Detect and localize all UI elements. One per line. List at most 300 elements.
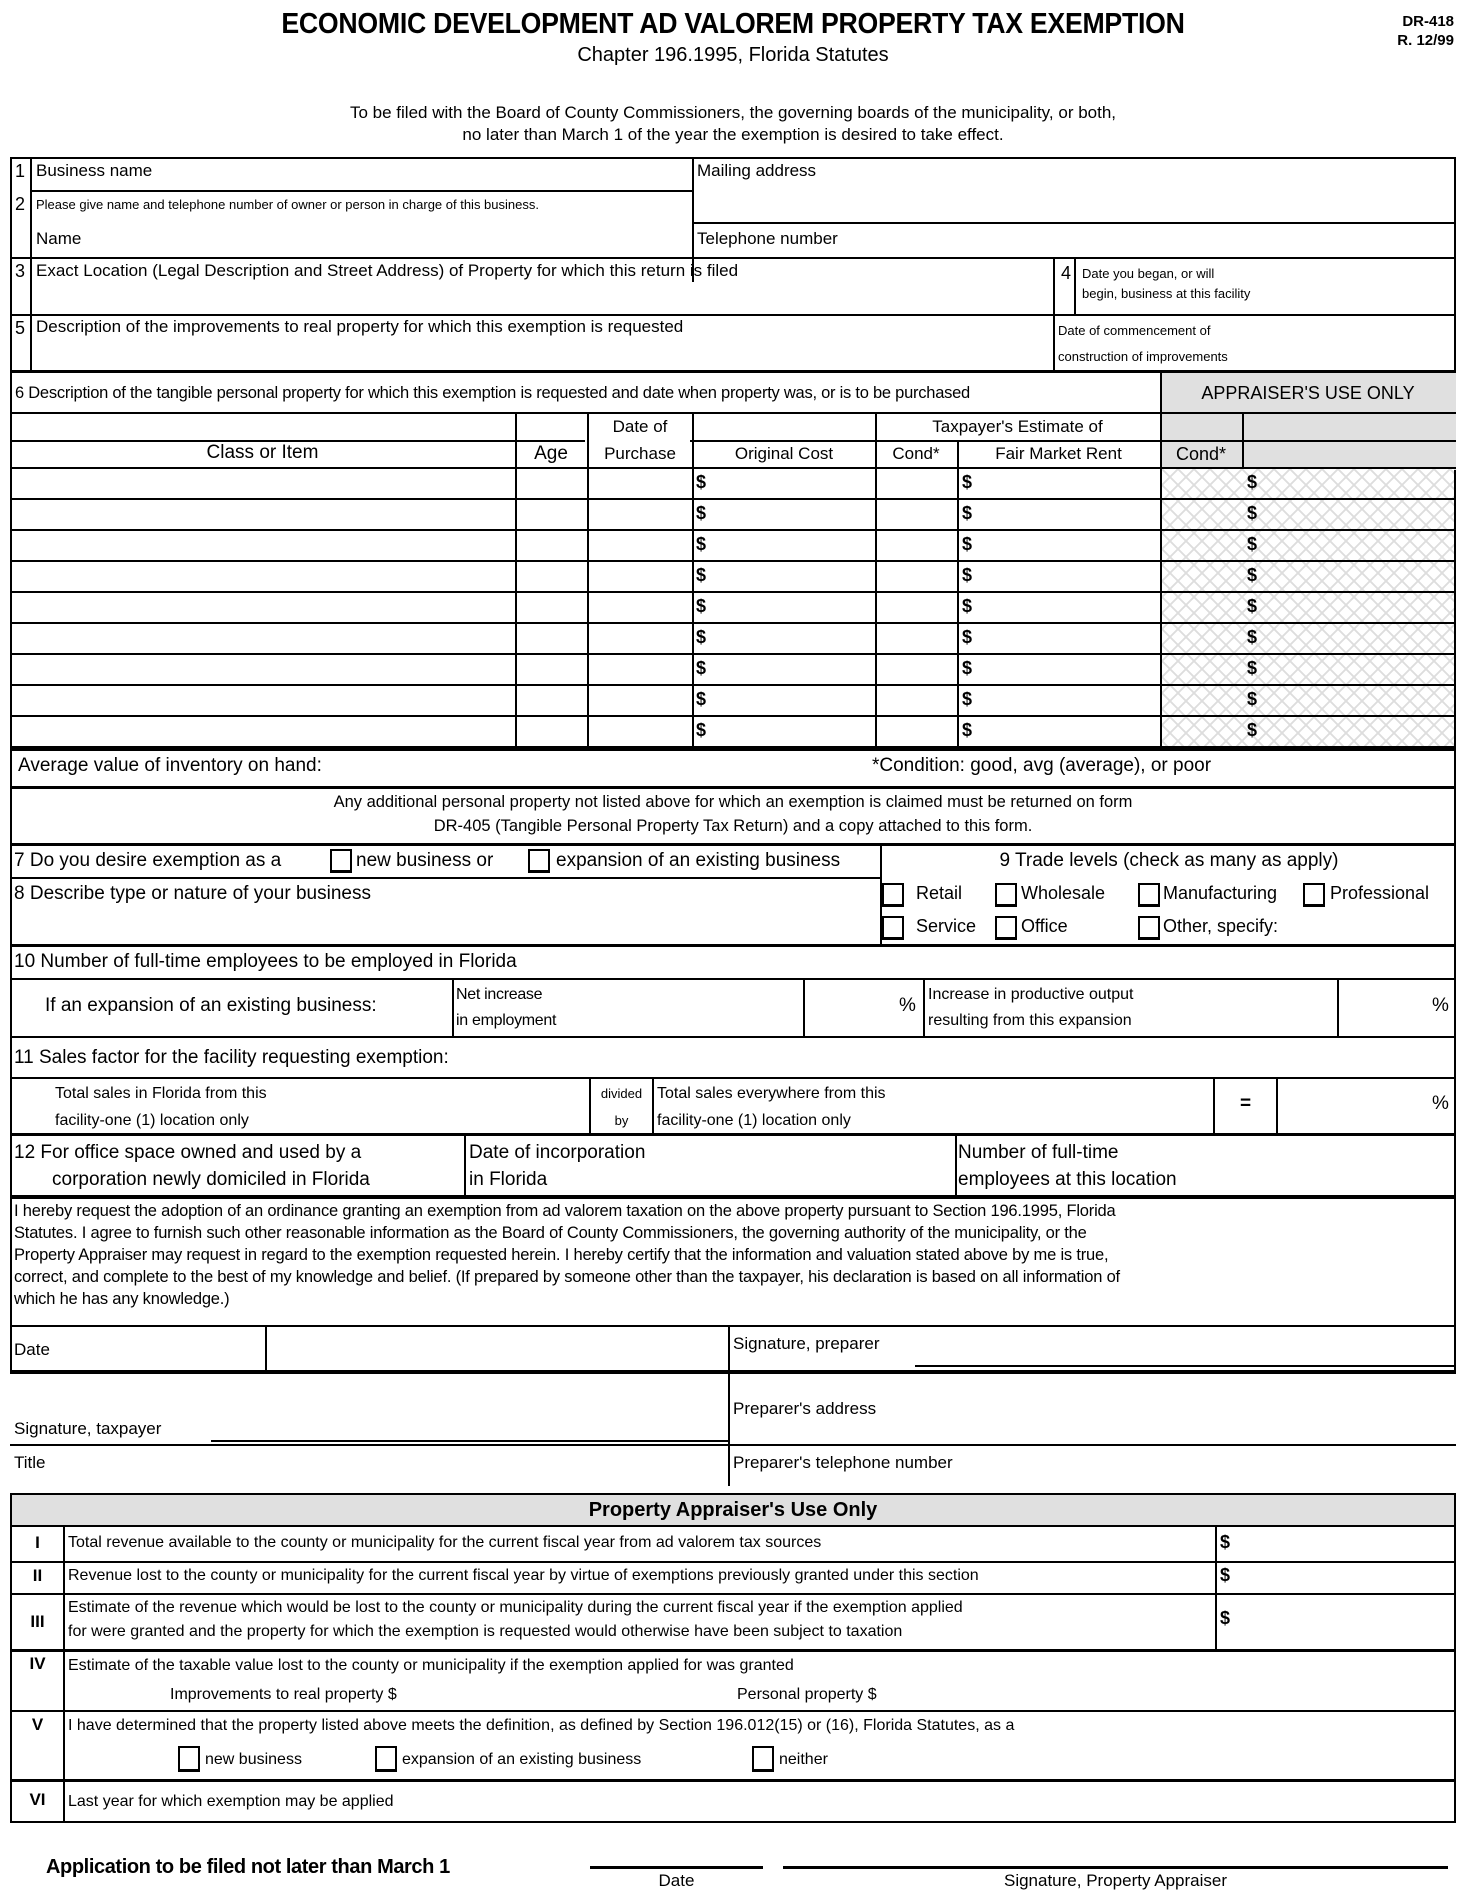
net-increase-percent: % xyxy=(899,995,916,1016)
declaration-line-4: correct, and complete to the best of my knowledge and belief. (If prepared by someone other than the taxpayer, his declaration is based on all information of xyxy=(14,1268,1120,1286)
fair-market-rent-field[interactable] xyxy=(978,534,1158,559)
preparer-phone-field[interactable] xyxy=(1010,1450,1450,1476)
row-divider xyxy=(10,978,1456,980)
section-2-number: 2 xyxy=(15,194,26,214)
condition-note: *Condition: good, avg (average), or poor xyxy=(872,755,1212,776)
productive-output-label xyxy=(928,982,1133,1034)
divided-by-line-1: divided xyxy=(600,1086,643,1101)
original-cost-field[interactable] xyxy=(712,534,872,559)
wholesale-option: Wholesale xyxy=(1021,883,1106,903)
row-divider xyxy=(10,715,1456,717)
cond-field[interactable] xyxy=(879,503,955,528)
expansion-option: expansion of an existing business xyxy=(556,850,841,871)
row-divider xyxy=(10,1444,1456,1446)
improvements-value-field[interactable] xyxy=(460,1682,710,1706)
additional-property-note xyxy=(10,790,1456,838)
florida-sales-field[interactable] xyxy=(320,1090,580,1114)
class-or-item-field[interactable] xyxy=(14,565,512,590)
improvements-description-field[interactable] xyxy=(36,340,1036,368)
currency-symbol: $ xyxy=(696,658,707,678)
fair-market-rent-field[interactable] xyxy=(978,503,1158,528)
date-of-purchase-field[interactable] xyxy=(591,565,690,590)
productive-output-field[interactable] xyxy=(1342,995,1427,1019)
class-or-item-field[interactable] xyxy=(14,720,512,745)
item-III-text xyxy=(68,1596,963,1644)
section-1-number: 1 xyxy=(15,161,26,181)
currency-symbol: $ xyxy=(696,596,707,616)
currency-symbol: $ xyxy=(962,689,973,709)
personal-property-value-field[interactable] xyxy=(930,1682,1230,1706)
original-cost-field[interactable] xyxy=(712,689,872,714)
expansion-label: If an expansion of an existing business: xyxy=(45,995,377,1016)
age-field[interactable] xyxy=(519,596,585,621)
cond-field[interactable] xyxy=(879,472,955,497)
declaration-text xyxy=(14,1200,1120,1310)
net-increase-line-1: Net increase xyxy=(456,986,543,1003)
item-IV-text: Estimate of the taxable value lost to the county or municipality if the exemption applied for was granted xyxy=(68,1657,794,1674)
appraiser-hatched-area xyxy=(1162,469,1454,750)
appraiser-currency-symbol: $ xyxy=(1247,472,1258,492)
inventory-value-field[interactable] xyxy=(400,754,850,780)
cond-field[interactable] xyxy=(879,534,955,559)
section-8-label: 8 Describe type or nature of your business xyxy=(14,883,371,904)
column-divider xyxy=(955,1133,957,1195)
row-divider xyxy=(10,1195,1456,1199)
section-7-label: 7 Do you desire exemption as a xyxy=(14,850,282,871)
construction-date-label-line-1: Date of commencement of xyxy=(1058,323,1211,338)
row-divider xyxy=(10,684,1456,686)
item-I-currency: $ xyxy=(1220,1532,1231,1552)
item-III-amount-field[interactable] xyxy=(1236,1606,1451,1632)
net-increase-label xyxy=(456,982,556,1034)
class-or-item-field[interactable] xyxy=(14,596,512,621)
cond-field[interactable] xyxy=(879,596,955,621)
row-divider xyxy=(10,257,1456,259)
business-type-field[interactable] xyxy=(14,908,874,940)
form-subtitle: Chapter 196.1995, Florida Statutes xyxy=(577,44,889,66)
age-field[interactable] xyxy=(519,658,585,683)
row-divider xyxy=(692,222,1456,224)
appraiser-use-only-header: APPRAISER'S USE ONLY xyxy=(1201,383,1415,403)
row-divider xyxy=(10,786,1456,789)
productive-output-percent: % xyxy=(1432,995,1449,1016)
column-divider xyxy=(1074,257,1076,314)
fair-market-rent-field[interactable] xyxy=(978,627,1158,652)
net-increase-field[interactable] xyxy=(808,995,893,1019)
preparer-signature-field[interactable] xyxy=(915,1338,1450,1364)
currency-symbol: $ xyxy=(962,472,973,492)
everywhere-sales-line-1: Total sales everywhere from this xyxy=(657,1085,886,1102)
row-divider xyxy=(10,1325,1456,1327)
florida-sales-line-1: Total sales in Florida from this xyxy=(55,1085,267,1102)
column-divider xyxy=(875,412,877,750)
row-divider xyxy=(10,498,1456,500)
expansion-checkbox[interactable] xyxy=(528,849,550,873)
owner-name-field[interactable] xyxy=(90,226,680,250)
fair-market-rent-field[interactable] xyxy=(978,689,1158,714)
appraiser-currency-symbol: $ xyxy=(1247,627,1258,647)
row-divider xyxy=(10,622,1456,624)
section-2-instruction: Please give name and telephone number of owner or person in charge of this business. xyxy=(36,197,539,212)
determined-neither-checkbox[interactable] xyxy=(752,1746,774,1772)
col-cond: Cond* xyxy=(892,444,940,463)
class-or-item-field[interactable] xyxy=(14,627,512,652)
date-of-purchase-field[interactable] xyxy=(591,658,690,683)
fair-market-rent-field[interactable] xyxy=(978,472,1158,497)
appraiser-currency-symbol: $ xyxy=(1247,565,1258,585)
currency-symbol: $ xyxy=(696,720,707,740)
signature-line xyxy=(915,1365,1455,1367)
currency-symbol: $ xyxy=(696,534,707,554)
date-of-purchase-field[interactable] xyxy=(591,596,690,621)
class-or-item-field[interactable] xyxy=(14,658,512,683)
florida-sales-label xyxy=(55,1080,267,1134)
determined-expansion-checkbox[interactable] xyxy=(375,1746,397,1772)
col-age: Age xyxy=(534,443,568,464)
column-divider xyxy=(1337,978,1339,1037)
appraiser-currency-symbol: $ xyxy=(1247,596,1258,616)
section-6-label: 6 Description of the tangible personal property for which this exemption is requested and date when property was, or is to be purchased xyxy=(15,384,970,402)
age-field[interactable] xyxy=(519,565,585,590)
start-date-label-line-2: begin, business at this facility xyxy=(1082,286,1251,301)
row-divider xyxy=(10,1649,1456,1652)
everywhere-sales-line-2: facility-one (1) location only xyxy=(657,1112,851,1129)
mailing-address-label: Mailing address xyxy=(697,161,817,180)
new-business-checkbox[interactable] xyxy=(330,849,352,873)
sales-factor-field[interactable] xyxy=(1282,1093,1422,1117)
item-III-number: III xyxy=(30,1612,45,1631)
signature-preparer-label: Signature, preparer xyxy=(733,1334,880,1353)
new-business-option: new business or xyxy=(356,850,494,871)
productive-output-line-2: resulting from this expansion xyxy=(928,1012,1132,1029)
service-checkbox[interactable] xyxy=(882,916,904,940)
row-divider xyxy=(10,1036,1456,1038)
row-divider xyxy=(10,1370,1456,1372)
section-12-label xyxy=(14,1139,370,1193)
currency-symbol: $ xyxy=(696,627,707,647)
row-divider xyxy=(10,1593,1456,1595)
row-divider xyxy=(10,877,880,879)
service-option: Service xyxy=(916,916,977,936)
column-divider xyxy=(1276,1077,1278,1133)
column-divider xyxy=(803,978,805,1037)
column-divider xyxy=(515,412,517,750)
item-III-text-line-2: for were granted and the property for which the exemption is requested would otherwise have been subject to taxation xyxy=(68,1623,903,1640)
property-location-label: Exact Location (Legal Description and Street Address) of Property for which this return is filed xyxy=(36,261,739,280)
appraiser-section-header: Property Appraiser's Use Only xyxy=(588,1499,878,1521)
appraiser-currency-symbol: $ xyxy=(1247,534,1258,554)
column-divider xyxy=(464,1133,466,1195)
florida-sales-line-2: facility-one (1) location only xyxy=(55,1112,249,1129)
row-divider xyxy=(10,560,1456,562)
retail-option: Retail xyxy=(916,883,963,903)
appraiser-currency-symbol: $ xyxy=(1247,689,1258,709)
original-cost-field[interactable] xyxy=(712,627,872,652)
net-increase-line-2: in employment xyxy=(456,1012,557,1029)
determined-neither-option: neither xyxy=(779,1751,828,1768)
header-divider xyxy=(690,440,1456,442)
column-divider xyxy=(265,1325,267,1371)
item-I-number: I xyxy=(35,1533,40,1552)
item-II-amount-field[interactable] xyxy=(1236,1563,1451,1589)
productive-output-line-1: Increase in productive output xyxy=(928,986,1134,1003)
location-employees-line-1: Number of full-time xyxy=(958,1142,1119,1163)
section-3-number: 3 xyxy=(15,261,26,281)
location-employees-label xyxy=(958,1139,1177,1193)
original-cost-field[interactable] xyxy=(712,472,872,497)
original-cost-field[interactable] xyxy=(712,596,872,621)
declaration-line-1: I hereby request the adoption of an ordinance granting an exemption from ad valorem taxation on the above property pursuant to Section 196.1995, Florida xyxy=(14,1202,1116,1220)
currency-symbol: $ xyxy=(962,627,973,647)
row-divider xyxy=(10,412,1456,414)
currency-symbol: $ xyxy=(962,503,973,523)
construction-date-label-line-2: construction of improvements xyxy=(1058,349,1228,364)
row-divider xyxy=(10,1779,1456,1782)
incorporation-date-field[interactable] xyxy=(700,1165,950,1189)
cond-field[interactable] xyxy=(879,720,955,745)
last-exemption-year-field[interactable] xyxy=(400,1789,1450,1815)
professional-option: Professional xyxy=(1330,883,1430,903)
age-field[interactable] xyxy=(519,534,585,559)
section-4-number: 4 xyxy=(1061,263,1072,283)
cond-field[interactable] xyxy=(879,658,955,683)
incorporation-date-label xyxy=(469,1139,645,1193)
declaration-line-5: which he has any knowledge.) xyxy=(14,1290,230,1308)
item-VI-number: VI xyxy=(29,1790,46,1809)
row-divider xyxy=(10,1133,1456,1136)
incorporation-line-2: in Florida xyxy=(469,1169,548,1190)
telephone-label: Telephone number xyxy=(697,229,838,248)
date-label: Date xyxy=(14,1340,50,1359)
currency-symbol: $ xyxy=(962,565,973,585)
column-divider xyxy=(652,1077,654,1133)
fair-market-rent-field[interactable] xyxy=(978,658,1158,683)
column-divider xyxy=(692,412,694,750)
item-V-number: V xyxy=(31,1715,44,1734)
other-specify-field[interactable] xyxy=(1300,914,1450,938)
retail-checkbox[interactable] xyxy=(882,883,904,907)
currency-symbol: $ xyxy=(962,596,973,616)
section-11-label: 11 Sales factor for the facility requesting exemption: xyxy=(14,1047,449,1068)
taxpayer-date-field[interactable] xyxy=(272,1334,722,1362)
column-divider xyxy=(728,1325,730,1486)
declaration-line-2: Statutes. I agree to furnish such other reasonable information as the Board of County Commissioners, the governing authority of the municipality, or the xyxy=(14,1224,1087,1242)
footer-date-label: Date xyxy=(658,1871,695,1890)
currency-symbol: $ xyxy=(962,534,973,554)
age-field[interactable] xyxy=(519,472,585,497)
item-II-number: II xyxy=(32,1566,43,1585)
start-date-label-line-1: Date you began, or will xyxy=(1082,266,1215,281)
manufacturing-option: Manufacturing xyxy=(1163,883,1278,903)
business-name-label: Business name xyxy=(36,161,153,180)
other-option: Other, specify: xyxy=(1163,916,1279,936)
col-class-or-item: Class or Item xyxy=(206,442,319,463)
improvements-description-label: Description of the improvements to real property for which this exemption is requested xyxy=(36,317,684,336)
location-employees-field[interactable] xyxy=(1230,1165,1450,1189)
preparer-phone-label: Preparer's telephone number xyxy=(733,1453,953,1472)
instructions-line-2: no later than March 1 of the year the exemption is desired to take effect. xyxy=(462,125,1004,144)
preparer-address-field[interactable] xyxy=(900,1396,1450,1422)
determined-new-business-checkbox[interactable] xyxy=(178,1746,200,1772)
date-of-purchase-field[interactable] xyxy=(591,534,690,559)
currency-symbol: $ xyxy=(696,565,707,585)
mailing-address-field[interactable] xyxy=(697,182,1447,220)
start-date-label xyxy=(1082,264,1250,304)
property-location-field[interactable] xyxy=(36,284,1036,314)
cond-field[interactable] xyxy=(879,565,955,590)
other-checkbox[interactable] xyxy=(1138,916,1160,940)
item-III-text-line-1: Estimate of the revenue which would be lost to the county or municipality during the current fiscal year if the exemption applied xyxy=(68,1599,963,1616)
fair-market-rent-field[interactable] xyxy=(978,720,1158,745)
professional-checkbox[interactable] xyxy=(1303,883,1325,907)
row-divider xyxy=(10,591,1456,593)
col-appraiser-cond: Cond* xyxy=(1175,444,1227,464)
personal-property-value-label: Personal property $ xyxy=(737,1686,877,1703)
row-divider xyxy=(10,529,1456,531)
sales-factor-percent: % xyxy=(1432,1093,1449,1114)
appraiser-signature-field[interactable] xyxy=(783,1840,1448,1866)
currency-symbol: $ xyxy=(962,658,973,678)
appraiser-signature-line xyxy=(783,1866,1448,1869)
row-divider xyxy=(10,653,1456,655)
column-divider xyxy=(452,978,454,1037)
original-cost-field[interactable] xyxy=(712,658,872,683)
footer-signature-label: Signature, Property Appraiser xyxy=(1003,1871,1227,1890)
original-cost-field[interactable] xyxy=(712,720,872,745)
business-name-field[interactable] xyxy=(36,180,686,190)
everywhere-sales-field[interactable] xyxy=(960,1090,1200,1114)
age-field[interactable] xyxy=(519,627,585,652)
column-divider xyxy=(587,412,589,750)
currency-symbol: $ xyxy=(696,689,707,709)
form-number-block xyxy=(1397,12,1454,50)
divided-by-line-2: by xyxy=(614,1113,629,1128)
equals-sign: = xyxy=(1239,1093,1252,1114)
date-of-purchase-field[interactable] xyxy=(591,720,690,745)
office-option: Office xyxy=(1021,916,1068,936)
currency-symbol: $ xyxy=(696,472,707,492)
date-of-purchase-field[interactable] xyxy=(591,503,690,528)
form-title: ECONOMIC DEVELOPMENT AD VALOREM PROPERTY TAX EXEMPTION xyxy=(281,8,1185,40)
age-field[interactable] xyxy=(519,720,585,745)
owner-name-label: Name xyxy=(36,229,82,248)
original-cost-field[interactable] xyxy=(712,503,872,528)
construction-date-label xyxy=(1058,318,1228,370)
instructions-line-1: To be filed with the Board of County Commissioners, the governing boards of the municipality, or both, xyxy=(349,103,1117,122)
additional-note-line-1: Any additional personal property not listed above for which an exemption is claimed must be returned on form xyxy=(333,793,1133,811)
col-fair-market-rent: Fair Market Rent xyxy=(995,444,1122,463)
currency-symbol: $ xyxy=(696,503,707,523)
section-5-number: 5 xyxy=(15,318,26,338)
item-IV-number: IV xyxy=(29,1654,46,1673)
appraiser-currency-symbol: $ xyxy=(1247,503,1258,523)
class-or-item-field[interactable] xyxy=(14,534,512,559)
row-divider xyxy=(10,748,1456,751)
title-label: Title xyxy=(14,1453,46,1472)
wholesale-checkbox[interactable] xyxy=(995,883,1017,907)
date-of-purchase-field[interactable] xyxy=(591,472,690,497)
improvements-value-label: Improvements to real property $ xyxy=(170,1686,397,1703)
cond-field[interactable] xyxy=(879,689,955,714)
item-VI-text: Last year for which exemption may be applied xyxy=(68,1793,394,1810)
row-divider xyxy=(30,190,692,192)
signature-taxpayer-label: Signature, taxpayer xyxy=(14,1419,162,1438)
form-number: DR-418 xyxy=(1402,13,1454,30)
row-divider xyxy=(10,944,1456,947)
fair-market-rent-field[interactable] xyxy=(978,596,1158,621)
class-or-item-field[interactable] xyxy=(14,689,512,714)
amount-column-divider xyxy=(1215,1525,1217,1651)
column-divider xyxy=(923,978,925,1037)
row-divider xyxy=(10,1710,1456,1712)
col-date-of-purchase-line2: Purchase xyxy=(604,444,676,463)
divided-by-label xyxy=(591,1080,652,1134)
section-12-line-1: 12 For office space owned and used by a xyxy=(14,1142,362,1163)
original-cost-field[interactable] xyxy=(712,565,872,590)
row-divider xyxy=(10,843,1456,846)
inventory-label: Average value of inventory on hand: xyxy=(18,755,322,776)
date-signature-line xyxy=(590,1866,763,1869)
office-checkbox[interactable] xyxy=(995,916,1017,940)
appraiser-currency-symbol: $ xyxy=(1247,720,1258,740)
row-divider xyxy=(10,1525,1456,1527)
currency-symbol: $ xyxy=(962,720,973,740)
declaration-line-3: Property Appraiser may request in regard to the exemption requested herein. I hereby certify that the information and valuation stated above by me is true, xyxy=(14,1246,1109,1264)
employees-count-field[interactable] xyxy=(650,950,1450,974)
item-I-text: Total revenue available to the county or municipality for the current fiscal year from ad valorem tax sources xyxy=(68,1534,822,1551)
signature-line xyxy=(211,1440,728,1442)
col-original-cost: Original Cost xyxy=(734,444,834,463)
class-or-item-field[interactable] xyxy=(14,503,512,528)
col-date-of-purchase-line1: Date of xyxy=(612,417,668,436)
title-field[interactable] xyxy=(60,1450,720,1476)
filing-instructions xyxy=(0,102,1466,146)
row-divider xyxy=(10,1077,1456,1079)
item-III-currency: $ xyxy=(1220,1608,1231,1628)
cond-field[interactable] xyxy=(879,627,955,652)
date-of-purchase-field[interactable] xyxy=(591,689,690,714)
fair-market-rent-field[interactable] xyxy=(978,565,1158,590)
form-revision: R. 12/99 xyxy=(1397,32,1454,49)
determined-new-business-option: new business xyxy=(205,1751,302,1768)
everywhere-sales-label xyxy=(657,1080,886,1134)
col-taxpayer-estimate: Taxpayer's Estimate of xyxy=(932,417,1103,436)
age-field[interactable] xyxy=(519,503,585,528)
class-or-item-field[interactable] xyxy=(14,472,512,497)
appraiser-date-field[interactable] xyxy=(590,1840,763,1866)
determined-expansion-option: expansion of an existing business xyxy=(402,1751,642,1768)
section-9-label: 9 Trade levels (check as many as apply) xyxy=(999,850,1339,871)
manufacturing-checkbox[interactable] xyxy=(1138,883,1160,907)
column-divider xyxy=(957,440,959,750)
preparer-address-label: Preparer's address xyxy=(733,1399,877,1418)
age-field[interactable] xyxy=(519,689,585,714)
incorporation-line-1: Date of incorporation xyxy=(469,1142,646,1163)
item-II-currency: $ xyxy=(1220,1565,1231,1585)
item-II-text: Revenue lost to the county or municipality for the current fiscal year by virtue of exemptions previously granted under this section xyxy=(68,1567,979,1584)
section-12-line-2: corporation newly domiciled in Florida xyxy=(52,1169,370,1190)
item-V-text: I have determined that the property listed above meets the definition, as defined by Section 196.012(15) or (16), Florida Statutes, as a xyxy=(68,1717,1015,1734)
filing-deadline-note: Application to be filed not later than March 1 xyxy=(46,1856,450,1878)
location-employees-line-2: employees at this location xyxy=(958,1169,1177,1190)
section-10-label: 10 Number of full-time employees to be employed in Florida xyxy=(14,951,517,972)
item-I-amount-field[interactable] xyxy=(1236,1530,1451,1556)
telephone-field[interactable] xyxy=(860,226,1450,250)
additional-note-line-2: DR-405 (Tangible Personal Property Tax Return) and a copy attached to this form. xyxy=(433,817,1033,835)
date-of-purchase-field[interactable] xyxy=(591,627,690,652)
taxpayer-signature-field[interactable] xyxy=(211,1413,726,1439)
appraiser-currency-symbol: $ xyxy=(1247,658,1258,678)
